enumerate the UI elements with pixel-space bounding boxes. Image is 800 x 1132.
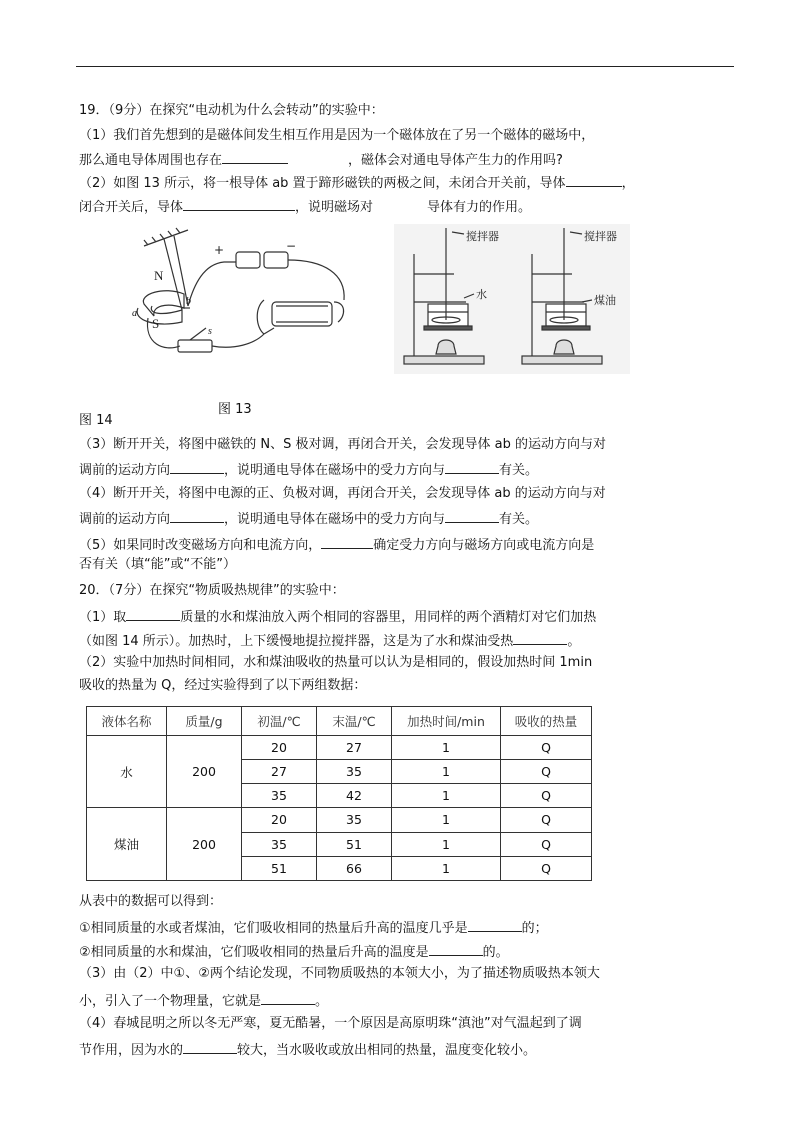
q20-part2-line1: （2）实验中加热时间相同，水和煤油吸收的热量可以认为是相同的，假设加热时间 1min	[79, 655, 593, 670]
table-header: 末温/℃	[317, 707, 392, 736]
q20-part3-line2: 小，引入了一个物理量，它就是 。	[79, 991, 328, 1010]
q20-title: 20．（7分）在探究“物质吸热规律”的实验中：	[79, 583, 345, 598]
table-cell: 35	[242, 832, 317, 856]
table-cell: 35	[242, 784, 317, 808]
table-row	[87, 808, 592, 832]
table-cell: 1	[392, 784, 501, 808]
table-cell: Q	[501, 735, 592, 759]
figure-14-caption: 图 14	[79, 413, 113, 428]
q20-conclusion-1: ①相同质量的水或者煤油，它们吸收相同的热量后升高的温度几乎是 的；	[79, 918, 548, 937]
data-table	[86, 706, 592, 881]
q19-part5-line1: （5）如果同时改变磁场方向和电流方向， 确定受力方向与磁场方向或电流方向是	[79, 535, 594, 554]
q20-part1-line2: （如图 14 所示）。加热时，上下缓慢地提拉搅拌器，这是为了水和煤油受热 。	[79, 631, 580, 650]
fig14-label-stirrer-1: 搅拌器	[466, 230, 499, 243]
q20-part2-line2: 吸收的热量为 Q，经过实验得到了以下两组数据：	[79, 678, 367, 693]
table-cell: 42	[317, 784, 392, 808]
table-header: 初温/℃	[242, 707, 317, 736]
table-header: 加热时间/min	[392, 707, 501, 736]
q20-part4-line2: 节作用，因为水的 较大，当水吸收或放出相同的热量，温度变化较小。	[79, 1040, 536, 1059]
q19-part4-line1: （4）断开开关，将图中电源的正、负极对调，再闭合开关，会发现导体 ab 的运动方向与对	[79, 486, 606, 501]
table-cell: 1	[392, 856, 501, 880]
answer-blank[interactable]	[429, 942, 483, 956]
table-row	[87, 735, 592, 759]
table-cell: 27	[242, 759, 317, 783]
table-cell: 1	[392, 832, 501, 856]
table-cell-liquid: 水	[87, 735, 167, 808]
answer-blank[interactable]	[183, 1040, 237, 1054]
table-cell: 1	[392, 808, 501, 832]
answer-blank[interactable]	[170, 460, 224, 474]
answer-blank[interactable]	[321, 535, 373, 549]
q19-part5-line2: 否有关（填“能”或“不能”）	[79, 557, 236, 572]
answer-blank[interactable]	[445, 460, 499, 474]
fig13-label-switch: s	[208, 326, 212, 337]
answer-blank[interactable]	[468, 918, 522, 932]
table-header-row	[87, 707, 592, 736]
answer-blank[interactable]	[566, 173, 622, 187]
table-header: 质量/g	[167, 707, 242, 736]
q20-part3-line1: （3）由（2）中①、②两个结论发现，不同物质吸热的本领大小，为了描述物质吸热本领大	[79, 966, 600, 981]
fig14-label-oil: 煤油	[594, 294, 616, 307]
table-header: 吸收的热量	[501, 707, 592, 736]
figure-13-caption: 图 13	[218, 402, 252, 417]
q20-part4-line1: （4）春城昆明之所以冬无严寒，夏无酷暑，一个原因是高原明珠“滇池”对气温起到了调	[79, 1016, 582, 1031]
table-cell: Q	[501, 808, 592, 832]
heating-experiment-figure	[394, 224, 630, 374]
motor-experiment-figure	[124, 224, 356, 370]
answer-blank[interactable]	[445, 509, 499, 523]
q19-part3-line2: 调前的运动方向 ，说明通电导体在磁场中的受力方向与 有关。	[79, 460, 538, 479]
table-cell-mass: 200	[167, 808, 242, 881]
answer-blank[interactable]	[513, 631, 567, 645]
table-cell: Q	[501, 759, 592, 783]
fig13-label-b: b	[186, 296, 191, 307]
q19-part2-line1: （2）如图 13 所示，将一根导体 ab 置于蹄形磁铁的两极之间，未闭合开关前，导体 ，	[79, 173, 635, 192]
fig13-label-s: S	[152, 316, 160, 331]
table-cell: Q	[501, 856, 592, 880]
table-cell: 35	[317, 759, 392, 783]
fig13-label-a: a	[132, 308, 137, 319]
q20-part1-line1: （1）取 质量的水和煤油放入两个相同的容器里，用同样的两个酒精灯对它们加热	[79, 607, 596, 626]
table-cell: 1	[392, 735, 501, 759]
table-cell: Q	[501, 832, 592, 856]
fig13-label-n: N	[154, 268, 164, 283]
fig14-label-stirrer-2: 搅拌器	[584, 230, 617, 243]
fig13-label-minus: −	[286, 239, 297, 253]
answer-blank[interactable]	[170, 509, 224, 523]
q19-part1-line2: 那么通电导体周围也存在 ，磁体会对通电导体产生力的作用吗?	[79, 150, 563, 169]
answer-blank[interactable]	[222, 150, 288, 164]
q19-part3-line1: （3）断开开关，将图中磁铁的 N、S 极对调，再闭合开关，会发现导体 ab 的运动方向与对	[79, 437, 606, 452]
q20-conclusion-intro: 从表中的数据可以得到：	[79, 894, 223, 909]
table-cell: 20	[242, 808, 317, 832]
table-cell: 20	[242, 735, 317, 759]
answer-blank[interactable]	[183, 197, 295, 211]
q19-part4-line2: 调前的运动方向 ，说明通电导体在磁场中的受力方向与 有关。	[79, 509, 538, 528]
fig14-label-water: 水	[476, 288, 487, 301]
q19-part1-line1: （1）我们首先想到的是磁体间发生相互作用是因为一个磁体放在了另一个磁体的磁场中，	[79, 128, 595, 143]
answer-blank[interactable]	[126, 607, 180, 621]
q20-conclusion-2: ②相同质量的水和煤油，它们吸收相同的热量后升高的温度是 的。	[79, 942, 509, 961]
table-cell: 51	[242, 856, 317, 880]
fig13-label-plus: +	[214, 243, 225, 257]
table-cell: Q	[501, 784, 592, 808]
table-header: 液体名称	[87, 707, 167, 736]
table-cell: 1	[392, 759, 501, 783]
table-cell: 66	[317, 856, 392, 880]
table-cell-mass: 200	[167, 735, 242, 808]
table-cell: 35	[317, 808, 392, 832]
answer-blank[interactable]	[261, 991, 315, 1005]
table-cell: 51	[317, 832, 392, 856]
table-cell: 27	[317, 735, 392, 759]
header-rule	[76, 66, 734, 67]
q19-title: 19．（9分）在探究“电动机为什么会转动”的实验中：	[79, 103, 384, 118]
table-cell-liquid: 煤油	[87, 808, 167, 881]
q19-part2-line2: 闭合开关后，导体 ，说明磁场对 导体有力的作用。	[79, 197, 531, 216]
